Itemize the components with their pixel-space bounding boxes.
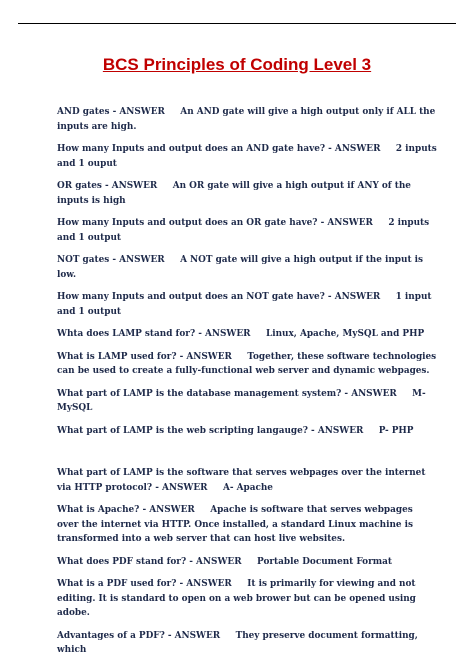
qa-item: NOT gates - ANSWER A NOT gate will give a high output if the input is low. bbox=[57, 255, 427, 280]
qa-item: Whta does LAMP stand for? - ANSWER Linux, Apache, MySQL and PHP bbox=[57, 329, 425, 339]
qa-item: Advantages of a PDF? - ANSWER They preserve document formatting, which bbox=[57, 630, 421, 655]
qa-item: What part of LAMP is the software that serves webpages over the internet via HTTP protocol? - ANSWER A- Apache bbox=[57, 468, 429, 493]
qa-item: What is a PDF used for? - ANSWER It is primarily for viewing and not editing. It is standard to open on a web brower but can be opened using adobe. bbox=[57, 579, 419, 618]
qa-item: AND gates - ANSWER An AND gate will give a high output only if ALL the inputs are high. bbox=[57, 107, 439, 132]
qa-item: What part of LAMP is the database management system? - ANSWER M- MySQL bbox=[57, 388, 429, 413]
qa-item: What does PDF stand for? - ANSWER Portable Document Format bbox=[57, 556, 393, 567]
qa-item: How many Inputs and output does an OR gate have? - ANSWER 2 inputs and 1 output bbox=[57, 218, 433, 243]
header-rule bbox=[18, 23, 456, 24]
qa-item: OR gates - ANSWER An OR gate will give a high output if ANY of the inputs is high bbox=[57, 181, 415, 206]
qa-item: What is LAMP used for? - ANSWER Together, these software technologies can be used to create a fully-functional web server and dynamic webpages. bbox=[57, 351, 440, 376]
qa-item: What is Apache? - ANSWER Apache is software that serves webpages over the internet via HTTP. Once installed, a standard Linux machine is transformed into a web server that can host live websites. bbox=[57, 505, 417, 544]
qa-item: How many Inputs and output does an AND gate have? - ANSWER 2 inputs and 1 ouput bbox=[57, 144, 440, 169]
qa-item: What part of LAMP is the web scripting langauge? - ANSWER P- PHP bbox=[57, 425, 414, 436]
document-title: BCS Principles of Coding Level 3 bbox=[102, 55, 372, 74]
qa-item: How many Inputs and output does an NOT gate have? - ANSWER 1 input and 1 output bbox=[57, 292, 435, 317]
document-body bbox=[57, 105, 440, 658]
